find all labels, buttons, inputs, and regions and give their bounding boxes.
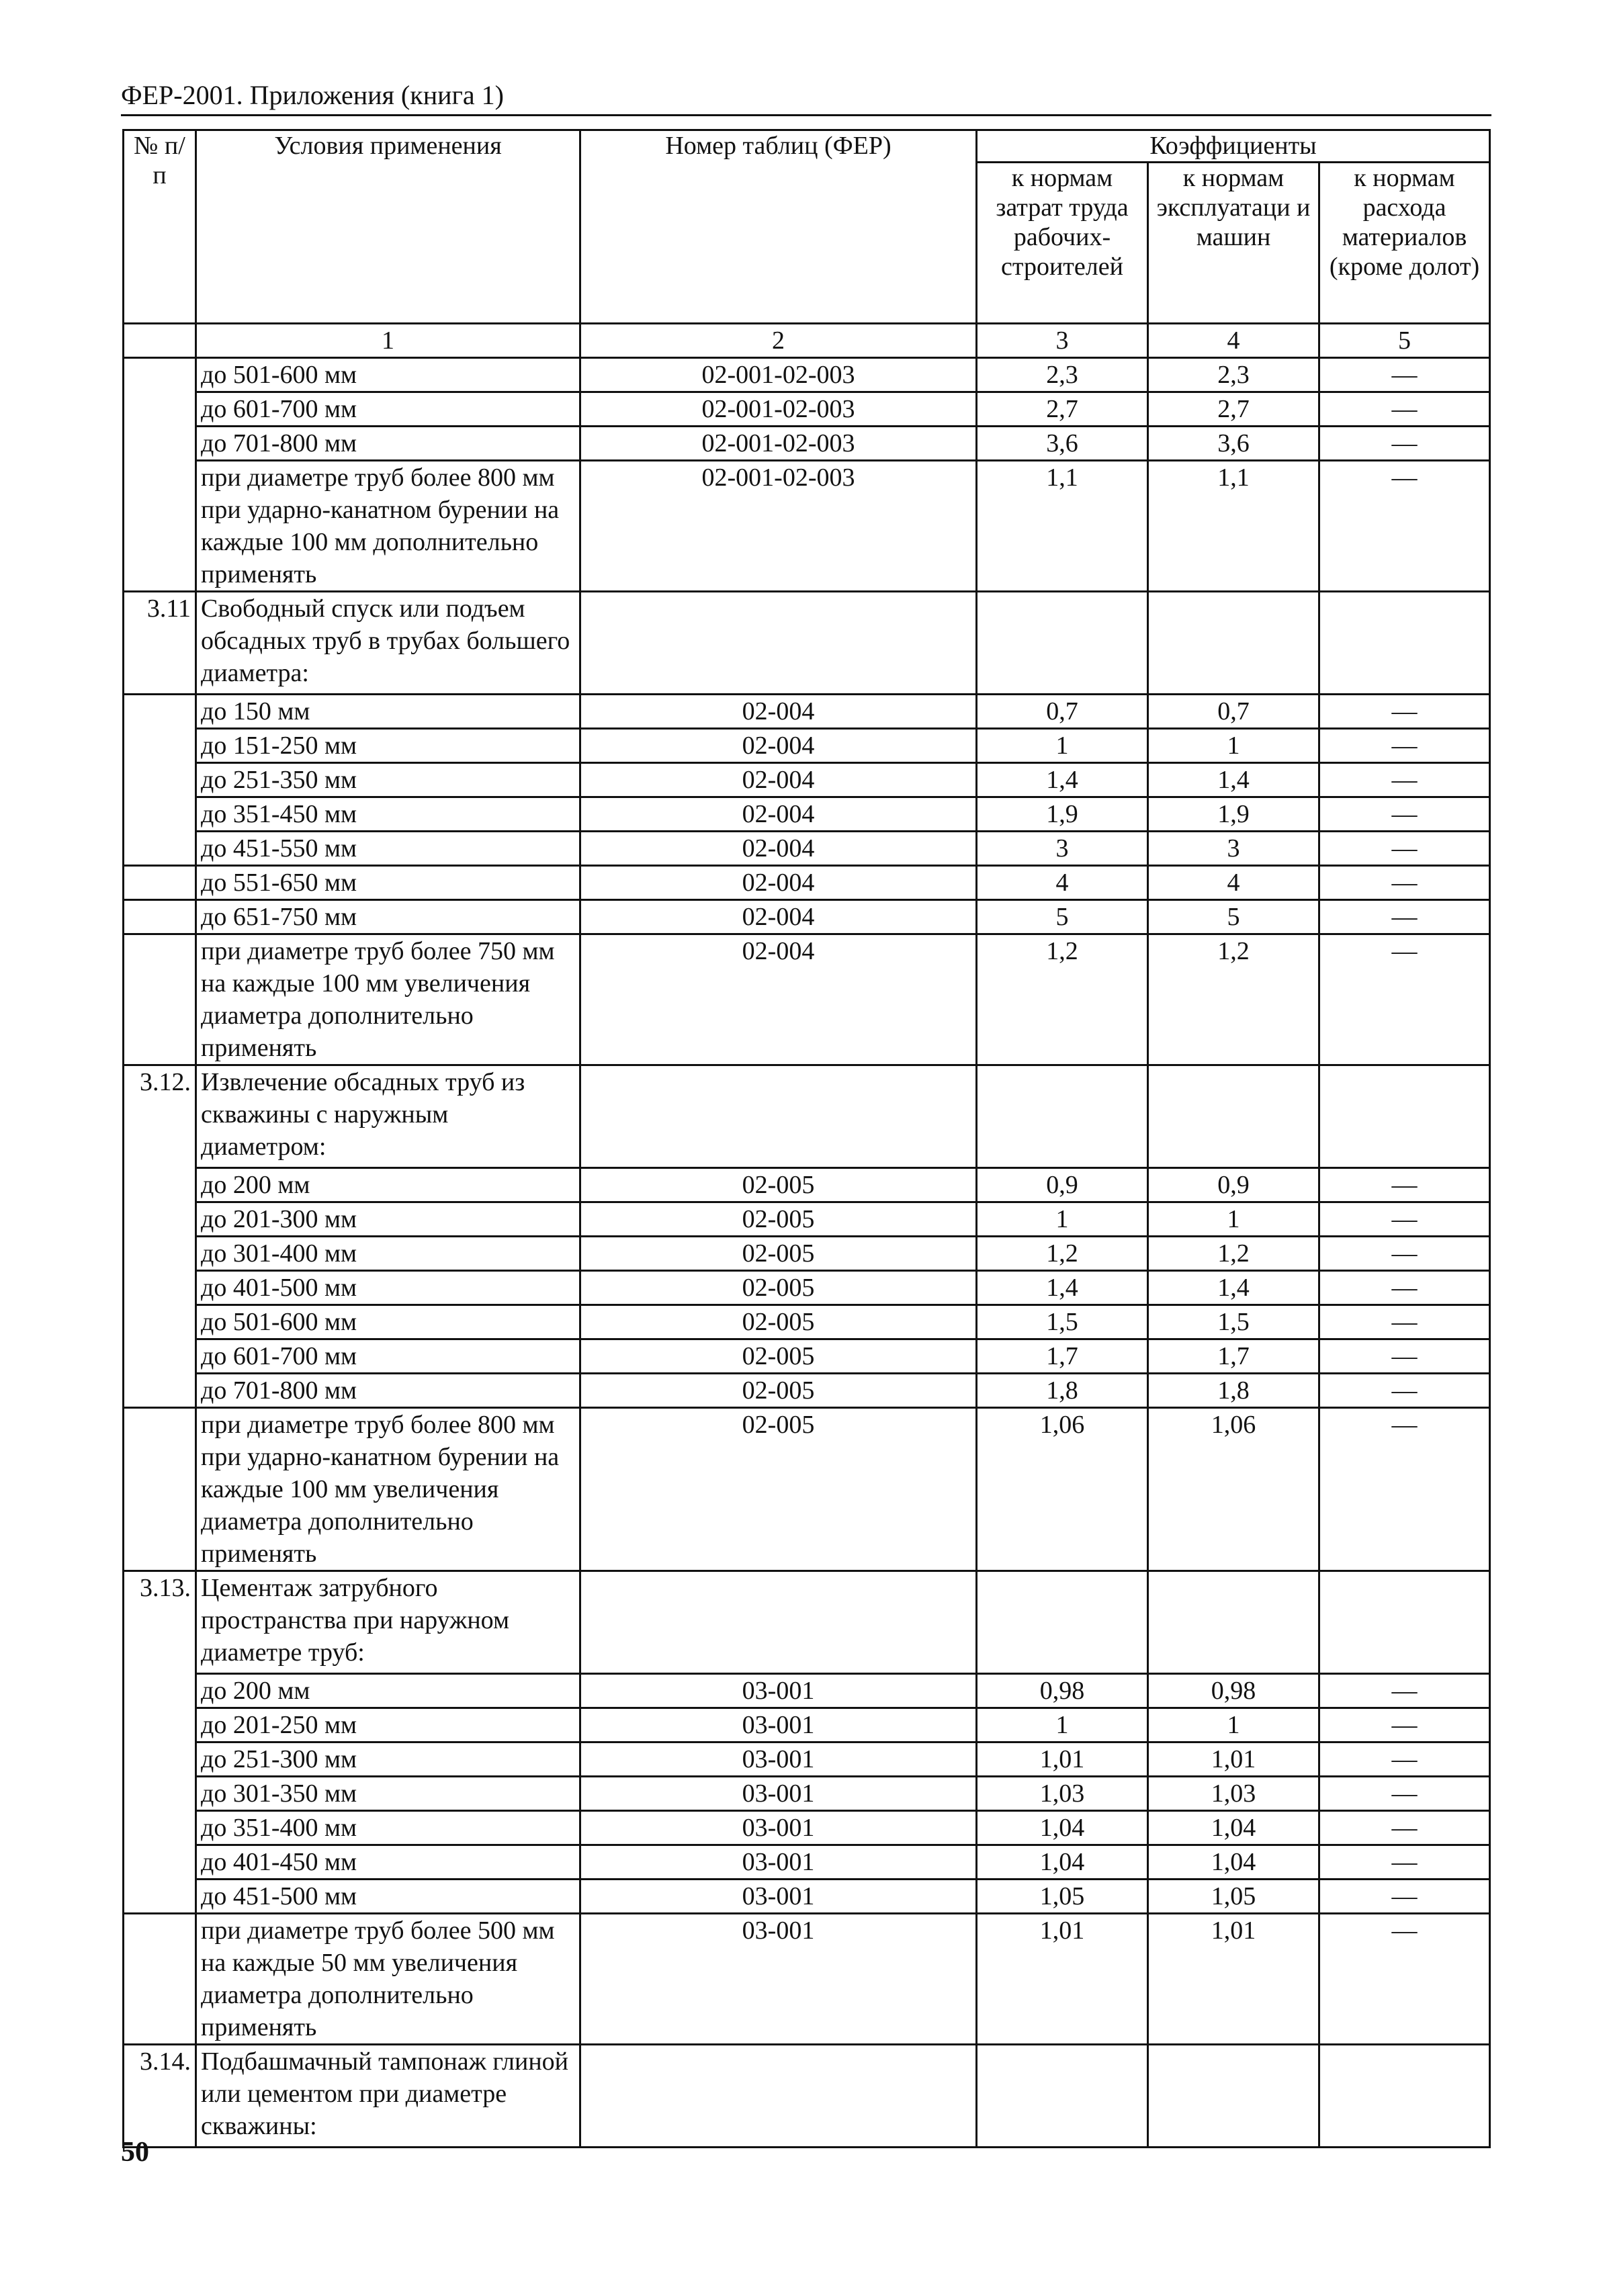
row-conditions: до 551-650 мм xyxy=(196,866,580,900)
row-labor-coef: 3 xyxy=(977,832,1148,866)
row-material-coef: — xyxy=(1319,1237,1490,1271)
row-labor-coef: 1 xyxy=(977,729,1148,763)
row-machine-coef: 1 xyxy=(1148,1202,1319,1237)
row-num xyxy=(124,934,196,1065)
row-table-ref: 02-001-02-003 xyxy=(580,392,977,427)
row-labor-coef xyxy=(977,592,1148,695)
row-conditions: Цементаж затрубного пространства при наружном диаметре труб: xyxy=(196,1571,580,1674)
row-num xyxy=(124,1374,196,1408)
row-labor-coef xyxy=(977,2045,1148,2148)
row-table-ref: 02-004 xyxy=(580,832,977,866)
table-row xyxy=(124,592,1490,695)
row-machine-coef xyxy=(1148,1571,1319,1674)
row-table-ref: 02-004 xyxy=(580,695,977,729)
row-machine-coef: 1,8 xyxy=(1148,1374,1319,1408)
row-machine-coef: 1,03 xyxy=(1148,1777,1319,1811)
running-header: ФЕР-2001. Приложения (книга 1) xyxy=(121,80,504,110)
row-conditions: до 601-700 мм xyxy=(196,1339,580,1374)
row-conditions: до 301-350 мм xyxy=(196,1777,580,1811)
row-num xyxy=(124,1674,196,1708)
row-table-ref: 02-004 xyxy=(580,900,977,934)
row-material-coef: — xyxy=(1319,1708,1490,1742)
row-machine-coef xyxy=(1148,1065,1319,1168)
row-num xyxy=(124,1811,196,1845)
row-num xyxy=(124,461,196,592)
row-machine-coef: 1,9 xyxy=(1148,797,1319,832)
row-machine-coef: 0,98 xyxy=(1148,1674,1319,1708)
row-num xyxy=(124,1271,196,1305)
row-conditions: до 251-350 мм xyxy=(196,763,580,797)
row-num xyxy=(124,866,196,900)
row-table-ref: 02-004 xyxy=(580,797,977,832)
row-labor-coef: 1,01 xyxy=(977,1742,1148,1777)
row-table-ref: 02-005 xyxy=(580,1271,977,1305)
table-row xyxy=(124,832,1490,866)
row-conditions: до 501-600 мм xyxy=(196,1305,580,1339)
row-material-coef: — xyxy=(1319,1202,1490,1237)
table-row xyxy=(124,1571,1490,1674)
row-num xyxy=(124,797,196,832)
row-table-ref xyxy=(580,1571,977,1674)
row-table-ref: 02-004 xyxy=(580,729,977,763)
row-machine-coef: 1,4 xyxy=(1148,1271,1319,1305)
row-table-ref: 02-004 xyxy=(580,763,977,797)
row-material-coef xyxy=(1319,1065,1490,1168)
row-conditions: до 251-300 мм xyxy=(196,1742,580,1777)
row-conditions: при диаметре труб более 500 мм на каждые 50 мм увеличения диаметра дополнительно применять xyxy=(196,1914,580,2045)
row-material-coef: — xyxy=(1319,1777,1490,1811)
table-row xyxy=(124,729,1490,763)
table-row xyxy=(124,1065,1490,1168)
row-material-coef: — xyxy=(1319,1845,1490,1880)
row-material-coef: — xyxy=(1319,1742,1490,1777)
header-machines: к нормам эксплуатаци и машин xyxy=(1148,163,1319,324)
row-machine-coef: 1,1 xyxy=(1148,461,1319,592)
row-conditions: до 201-250 мм xyxy=(196,1708,580,1742)
row-num: 3.12. xyxy=(124,1065,196,1168)
row-machine-coef: 3,6 xyxy=(1148,427,1319,461)
row-labor-coef: 1,04 xyxy=(977,1845,1148,1880)
row-table-ref: 03-001 xyxy=(580,1845,977,1880)
row-num xyxy=(124,1845,196,1880)
row-labor-coef: 0,7 xyxy=(977,695,1148,729)
row-labor-coef: 1,5 xyxy=(977,1305,1148,1339)
table-row xyxy=(124,1845,1490,1880)
row-machine-coef: 1,5 xyxy=(1148,1305,1319,1339)
row-num xyxy=(124,1880,196,1914)
row-labor-coef: 1 xyxy=(977,1708,1148,1742)
header-labor: к нормам затрат труда рабочих-строителей xyxy=(977,163,1148,324)
row-material-coef: — xyxy=(1319,461,1490,592)
row-material-coef: — xyxy=(1319,1168,1490,1202)
table-row xyxy=(124,1339,1490,1374)
row-table-ref: 02-005 xyxy=(580,1339,977,1374)
row-conditions: при диаметре труб более 800 мм при ударно-канатном бурении на каждые 100 мм дополнительно применять xyxy=(196,461,580,592)
row-table-ref: 03-001 xyxy=(580,1914,977,2045)
table-row xyxy=(124,1168,1490,1202)
row-machine-coef: 1,04 xyxy=(1148,1811,1319,1845)
row-conditions: при диаметре труб более 800 мм при ударно-канатном бурении на каждые 100 мм увеличения диаметра дополнительно применять xyxy=(196,1408,580,1571)
row-num xyxy=(124,1202,196,1237)
table-row xyxy=(124,1708,1490,1742)
row-labor-coef: 1,2 xyxy=(977,934,1148,1065)
header-num: № п/п xyxy=(124,130,196,324)
row-num xyxy=(124,1168,196,1202)
table-row xyxy=(124,461,1490,592)
row-conditions: до 150 мм xyxy=(196,695,580,729)
row-machine-coef: 1,01 xyxy=(1148,1742,1319,1777)
row-machine-coef: 1,05 xyxy=(1148,1880,1319,1914)
row-conditions: Извлечение обсадных труб из скважины с наружным диаметром: xyxy=(196,1065,580,1168)
row-material-coef: — xyxy=(1319,1914,1490,2045)
table-row xyxy=(124,1237,1490,1271)
row-num xyxy=(124,1237,196,1271)
row-material-coef xyxy=(1319,2045,1490,2148)
table-row xyxy=(124,763,1490,797)
table-row xyxy=(124,1674,1490,1708)
header-tables: Номер таблиц (ФЕР) xyxy=(580,130,977,324)
row-conditions: до 501-600 мм xyxy=(196,358,580,392)
row-material-coef: — xyxy=(1319,695,1490,729)
table-row xyxy=(124,1811,1490,1845)
row-num xyxy=(124,832,196,866)
row-labor-coef: 3,6 xyxy=(977,427,1148,461)
row-table-ref: 02-001-02-003 xyxy=(580,427,977,461)
row-num xyxy=(124,1408,196,1571)
coefficients-table xyxy=(122,129,1491,2148)
row-material-coef: — xyxy=(1319,1674,1490,1708)
row-material-coef: — xyxy=(1319,900,1490,934)
row-table-ref: 03-001 xyxy=(580,1811,977,1845)
row-table-ref: 03-001 xyxy=(580,1742,977,1777)
page-number: 50 xyxy=(121,2137,149,2168)
row-conditions: при диаметре труб более 750 мм на каждые 100 мм увеличения диаметра дополнительно применять xyxy=(196,934,580,1065)
row-num: 3.11 xyxy=(124,592,196,695)
row-material-coef xyxy=(1319,1571,1490,1674)
table-row xyxy=(124,427,1490,461)
row-machine-coef: 1,2 xyxy=(1148,1237,1319,1271)
row-material-coef: — xyxy=(1319,1305,1490,1339)
row-num xyxy=(124,392,196,427)
row-machine-coef: 1,7 xyxy=(1148,1339,1319,1374)
row-conditions: до 151-250 мм xyxy=(196,729,580,763)
row-labor-coef: 0,9 xyxy=(977,1168,1148,1202)
row-material-coef: — xyxy=(1319,832,1490,866)
row-table-ref xyxy=(580,592,977,695)
row-conditions: до 200 мм xyxy=(196,1674,580,1708)
colnum-5: 5 xyxy=(1319,324,1490,358)
row-num: 3.13. xyxy=(124,1571,196,1674)
row-conditions: до 601-700 мм xyxy=(196,392,580,427)
row-labor-coef: 0,98 xyxy=(977,1674,1148,1708)
table-row xyxy=(124,1271,1490,1305)
colnum-3: 3 xyxy=(977,324,1148,358)
colnum-0 xyxy=(124,324,196,358)
row-machine-coef: 1 xyxy=(1148,1708,1319,1742)
row-num xyxy=(124,1708,196,1742)
table-row xyxy=(124,1777,1490,1811)
row-conditions: до 451-550 мм xyxy=(196,832,580,866)
row-num xyxy=(124,1777,196,1811)
table-row xyxy=(124,1914,1490,2045)
row-num xyxy=(124,695,196,729)
row-machine-coef: 1,06 xyxy=(1148,1408,1319,1571)
row-table-ref: 02-004 xyxy=(580,866,977,900)
row-material-coef: — xyxy=(1319,1880,1490,1914)
row-num xyxy=(124,358,196,392)
row-machine-coef: 5 xyxy=(1148,900,1319,934)
row-table-ref: 02-001-02-003 xyxy=(580,358,977,392)
row-machine-coef: 1,2 xyxy=(1148,934,1319,1065)
row-num xyxy=(124,427,196,461)
row-labor-coef: 1,06 xyxy=(977,1408,1148,1571)
row-labor-coef: 1,7 xyxy=(977,1339,1148,1374)
row-num xyxy=(124,900,196,934)
row-material-coef: — xyxy=(1319,427,1490,461)
header-conditions: Условия применения xyxy=(196,130,580,324)
table-row xyxy=(124,358,1490,392)
row-conditions: до 651-750 мм xyxy=(196,900,580,934)
row-material-coef: — xyxy=(1319,797,1490,832)
row-num xyxy=(124,1339,196,1374)
row-labor-coef: 1,9 xyxy=(977,797,1148,832)
row-conditions: до 351-400 мм xyxy=(196,1811,580,1845)
row-num xyxy=(124,729,196,763)
row-num xyxy=(124,1305,196,1339)
row-conditions: до 401-450 мм xyxy=(196,1845,580,1880)
row-table-ref: 02-005 xyxy=(580,1305,977,1339)
row-labor-coef xyxy=(977,1065,1148,1168)
row-labor-coef: 1,05 xyxy=(977,1880,1148,1914)
colnum-1: 1 xyxy=(196,324,580,358)
row-conditions: Подбашмачный тампонаж глиной или цементом при диаметре скважины: xyxy=(196,2045,580,2148)
row-table-ref: 03-001 xyxy=(580,1708,977,1742)
row-labor-coef xyxy=(977,1571,1148,1674)
row-table-ref xyxy=(580,2045,977,2148)
colnum-2: 2 xyxy=(580,324,977,358)
row-machine-coef: 1,01 xyxy=(1148,1914,1319,2045)
row-machine-coef: 2,3 xyxy=(1148,358,1319,392)
row-machine-coef: 4 xyxy=(1148,866,1319,900)
row-labor-coef: 1,4 xyxy=(977,1271,1148,1305)
row-labor-coef: 1,2 xyxy=(977,1237,1148,1271)
row-labor-coef: 2,7 xyxy=(977,392,1148,427)
table-row xyxy=(124,695,1490,729)
header-rule xyxy=(121,114,1491,116)
row-table-ref: 02-004 xyxy=(580,934,977,1065)
row-labor-coef: 5 xyxy=(977,900,1148,934)
table-row xyxy=(124,2045,1490,2148)
row-machine-coef: 2,7 xyxy=(1148,392,1319,427)
table-row xyxy=(124,392,1490,427)
row-material-coef: — xyxy=(1319,1408,1490,1571)
row-table-ref xyxy=(580,1065,977,1168)
row-labor-coef: 2,3 xyxy=(977,358,1148,392)
row-table-ref: 02-005 xyxy=(580,1237,977,1271)
row-conditions: до 200 мм xyxy=(196,1168,580,1202)
row-conditions: до 201-300 мм xyxy=(196,1202,580,1237)
row-labor-coef: 1,01 xyxy=(977,1914,1148,2045)
row-labor-coef: 1,4 xyxy=(977,763,1148,797)
row-num xyxy=(124,763,196,797)
row-conditions: Свободный спуск или подъем обсадных труб в трубах большего диаметра: xyxy=(196,592,580,695)
row-material-coef: — xyxy=(1319,1339,1490,1374)
row-num: 3.14. xyxy=(124,2045,196,2148)
row-table-ref: 02-005 xyxy=(580,1374,977,1408)
table-row xyxy=(124,1374,1490,1408)
table-row xyxy=(124,1408,1490,1571)
row-material-coef: — xyxy=(1319,1271,1490,1305)
row-material-coef: — xyxy=(1319,763,1490,797)
row-machine-coef xyxy=(1148,2045,1319,2148)
colnum-4: 4 xyxy=(1148,324,1319,358)
row-num xyxy=(124,1914,196,2045)
row-conditions: до 301-400 мм xyxy=(196,1237,580,1271)
row-table-ref: 02-005 xyxy=(580,1202,977,1237)
row-labor-coef: 1,8 xyxy=(977,1374,1148,1408)
row-table-ref: 02-001-02-003 xyxy=(580,461,977,592)
row-machine-coef: 0,9 xyxy=(1148,1168,1319,1202)
row-material-coef: — xyxy=(1319,392,1490,427)
row-machine-coef: 1,4 xyxy=(1148,763,1319,797)
row-material-coef xyxy=(1319,592,1490,695)
row-machine-coef: 1 xyxy=(1148,729,1319,763)
table-row xyxy=(124,866,1490,900)
row-machine-coef: 3 xyxy=(1148,832,1319,866)
table-row xyxy=(124,934,1490,1065)
row-material-coef: — xyxy=(1319,358,1490,392)
header-coefficients: Коэффициенты xyxy=(977,130,1490,163)
table-row xyxy=(124,1880,1490,1914)
row-machine-coef: 0,7 xyxy=(1148,695,1319,729)
table-row xyxy=(124,1305,1490,1339)
row-material-coef: — xyxy=(1319,729,1490,763)
row-material-coef: — xyxy=(1319,934,1490,1065)
row-conditions: до 701-800 мм xyxy=(196,427,580,461)
row-table-ref: 02-005 xyxy=(580,1168,977,1202)
table-row xyxy=(124,797,1490,832)
row-table-ref: 02-005 xyxy=(580,1408,977,1571)
header-materials: к нормам расхода материалов (кроме долот) xyxy=(1319,163,1490,324)
row-labor-coef: 1,04 xyxy=(977,1811,1148,1845)
row-material-coef: — xyxy=(1319,1811,1490,1845)
row-labor-coef: 4 xyxy=(977,866,1148,900)
row-material-coef: — xyxy=(1319,1374,1490,1408)
row-conditions: до 401-500 мм xyxy=(196,1271,580,1305)
row-material-coef: — xyxy=(1319,866,1490,900)
row-labor-coef: 1,1 xyxy=(977,461,1148,592)
row-labor-coef: 1 xyxy=(977,1202,1148,1237)
row-table-ref: 03-001 xyxy=(580,1777,977,1811)
row-machine-coef xyxy=(1148,592,1319,695)
row-machine-coef: 1,04 xyxy=(1148,1845,1319,1880)
row-labor-coef: 1,03 xyxy=(977,1777,1148,1811)
row-conditions: до 351-450 мм xyxy=(196,797,580,832)
table-row xyxy=(124,1202,1490,1237)
row-table-ref: 03-001 xyxy=(580,1674,977,1708)
row-conditions: до 451-500 мм xyxy=(196,1880,580,1914)
table-row xyxy=(124,900,1490,934)
row-num xyxy=(124,1742,196,1777)
column-number-row xyxy=(124,324,1490,358)
row-conditions: до 701-800 мм xyxy=(196,1374,580,1408)
table-row xyxy=(124,1742,1490,1777)
row-table-ref: 03-001 xyxy=(580,1880,977,1914)
